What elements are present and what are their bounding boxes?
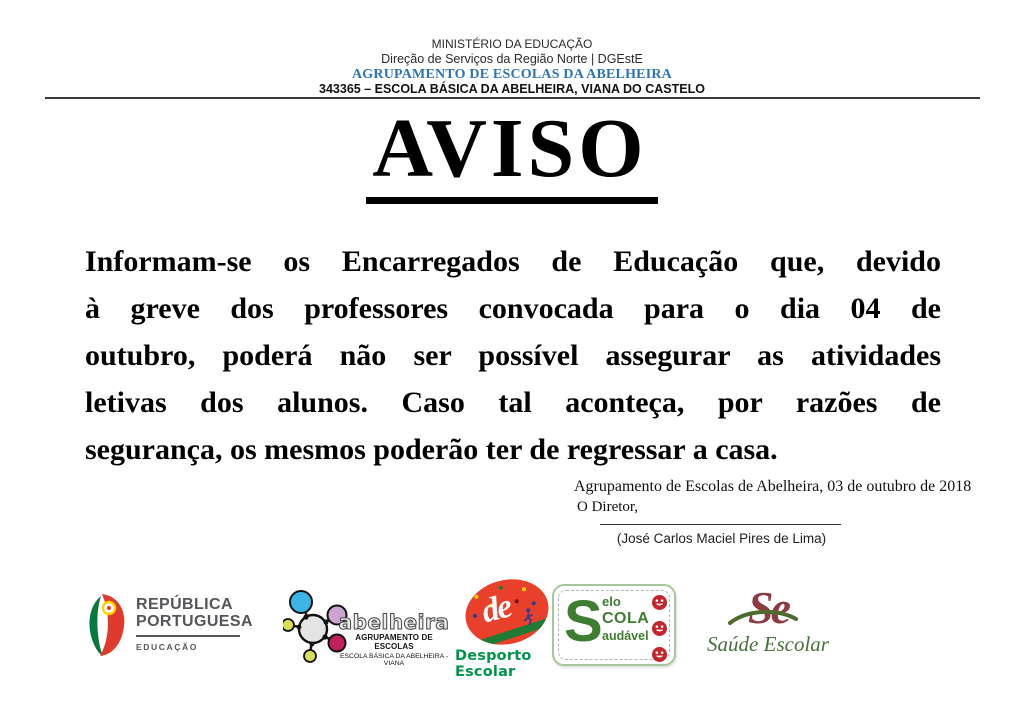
abelheira-line1: AGRUPAMENTO DE ESCOLAS	[355, 633, 433, 651]
republica-divider	[136, 635, 240, 637]
signature-line	[600, 506, 841, 525]
confetti-dot	[473, 613, 478, 618]
selo-word-cola: COLA	[602, 610, 650, 627]
confetti-dot	[531, 601, 536, 606]
abelheira-logo	[283, 586, 453, 667]
saude-swoosh-icon	[728, 590, 798, 638]
smiley-icon	[652, 621, 667, 641]
selo-big-letter: S	[564, 589, 603, 654]
selo-smileys	[652, 595, 667, 667]
smiley-icon	[652, 647, 667, 667]
saude-escolar-logo	[698, 584, 838, 656]
saude-monogram	[698, 584, 838, 632]
school-name: 343365 – ESCOLA BÁSICA DA ABELHEIRA, VIANA DO CASTELO	[319, 82, 705, 96]
notice-body-line: Informam-se os Encarregados de Educação que, devido	[85, 245, 941, 278]
signature-name: (José Carlos Maciel Pires de Lima)	[616, 531, 827, 546]
notice-body	[85, 238, 941, 473]
desporto-monogram: de	[477, 587, 515, 631]
page-title: AVISO	[366, 102, 657, 204]
signature-place-date: Agrupamento de Escolas de Abelheira, 03 de outubro de 2018	[574, 478, 972, 495]
ministry-name: MINISTÉRIO DA EDUCAÇÃO	[431, 37, 593, 51]
notice-body-line: segurança, os mesmos poderão ter de regressar a casa.	[85, 433, 778, 466]
saude-monogram-text: Se	[748, 582, 788, 633]
republica-subtitle: EDUCAÇÃO	[136, 641, 198, 652]
selo-escola-saudavel-logo	[552, 584, 676, 666]
abelheira-name: abelheira	[338, 610, 450, 634]
selo-word-audavel: audável	[602, 629, 649, 643]
saude-label: Saúde Escolar	[707, 632, 829, 656]
republica-text	[136, 594, 253, 652]
portugal-flag-icon	[86, 594, 126, 663]
letterhead	[0, 37, 1024, 97]
confetti-dot	[514, 599, 519, 604]
smiley-icon	[652, 595, 667, 615]
republica-title-line2: PORTUGUESA	[136, 613, 253, 630]
footer-logos	[0, 578, 1024, 678]
title-wrap	[0, 102, 1024, 204]
abelheira-text	[335, 612, 453, 667]
directorate-name: Direção de Serviços da Região Norte | DGEstE	[381, 52, 643, 66]
selo-words	[602, 594, 649, 644]
abelheira-line2: ESCOLA BÁSICA DA ABELHEIRA -VIANA	[339, 652, 449, 667]
republica-portuguesa-logo	[86, 594, 253, 663]
notice-body-line: outubro, poderá não ser possível assegurar as atividades	[85, 339, 941, 372]
header-divider	[45, 97, 980, 99]
republica-title-line1: REPÚBLICA	[136, 596, 233, 613]
notice-body-line: letivas dos alunos. Caso tal aconteça, por razões de	[85, 386, 941, 419]
desporto-oval-icon	[459, 571, 556, 653]
selo-word-elo: elo	[602, 594, 621, 609]
school-group-name: AGRUPAMENTO DE ESCOLAS DA ABELHEIRA	[352, 67, 672, 82]
confetti-dot	[522, 587, 527, 592]
notice-body-line: à greve dos professores convocada para o dia 04 de	[85, 292, 941, 325]
signature-role: O Diretor,	[577, 499, 639, 515]
desporto-label: Desporto Escolar	[455, 648, 532, 680]
